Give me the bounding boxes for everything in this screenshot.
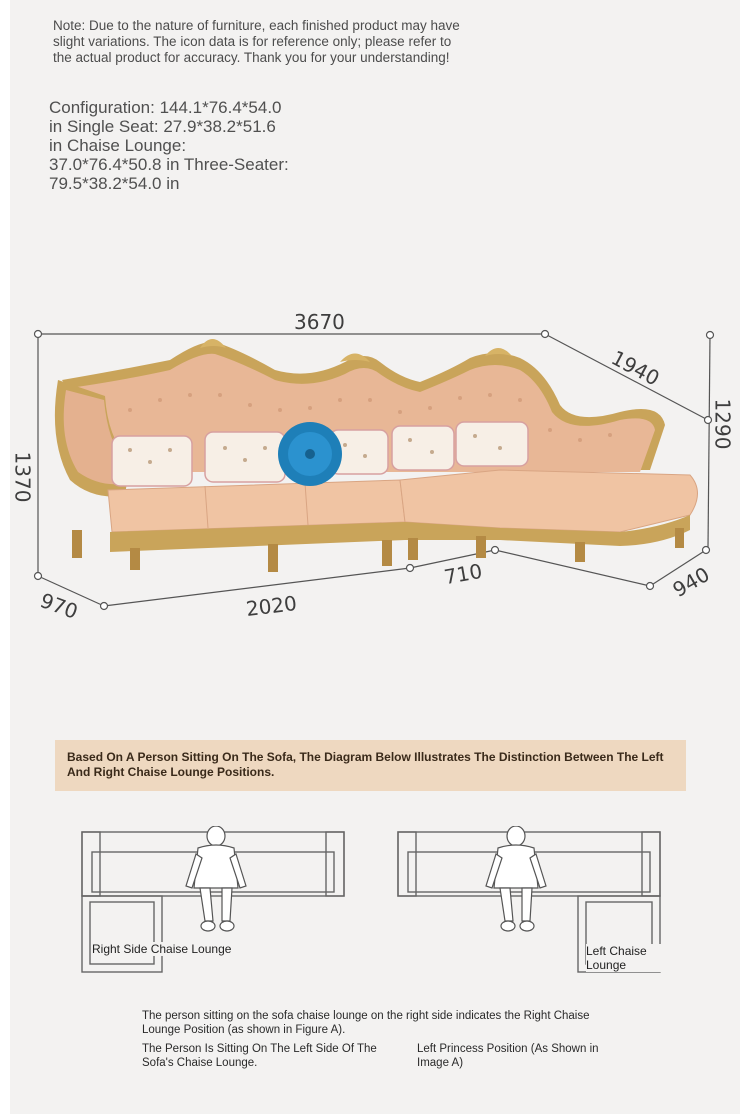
chaise-explanation-banner — [55, 740, 686, 791]
dimension-right-depth: 1940 — [607, 345, 664, 391]
dimension-front-main-width: 2020 — [244, 590, 299, 622]
sofa-dimension-figure — [0, 300, 750, 630]
right-chaise-label: Right Side Chaise Lounge — [92, 942, 232, 956]
dimension-right-height: 1290 — [710, 398, 735, 450]
banner-text: Based On A Person Sitting On The Sofa, The Diagram Below Illustrates The Distinction Between The Left And Right Chaise Lounge Positions. — [67, 750, 664, 779]
dimension-left-height: 1370 — [10, 451, 35, 503]
right-chaise-description: The person sitting on the sofa chaise lounge on the right side indicates the Right Chaise Lounge Position (as shown in Figure A). — [142, 1010, 590, 1036]
left-chaise-diagram — [394, 826, 669, 976]
dimension-top-length: 3670 — [294, 310, 345, 334]
dimension-front-left-depth: 970 — [37, 588, 82, 624]
left-chaise-label: Left Chaise Lounge — [586, 944, 669, 972]
dimension-chaise-width: 940 — [668, 562, 714, 602]
sofa-image — [0, 300, 750, 630]
disclaimer-note: Note: Due to the nature of furniture, each finished product may have slight variations. The icon data is for reference only; please refer to the actual product for accuracy. Thank you for your understanding! — [53, 18, 460, 65]
size-configuration: Configuration: 144.1*76.4*54.0 in Single Seat: 27.9*38.2*51.6 in Chaise Lounge: 37.0*76.4*50.8 in Three-Seater: 79.5*38.2*54.0 in — [49, 98, 289, 193]
left-chaise-description: The Person Is Sitting On The Left Side Of The Sofa's Chaise Lounge. — [142, 1043, 377, 1069]
left-position-caption: Left Princess Position (As Shown in Image A) — [417, 1043, 599, 1069]
dimension-middle-width: 710 — [442, 558, 484, 590]
right-chaise-diagram — [78, 826, 353, 976]
